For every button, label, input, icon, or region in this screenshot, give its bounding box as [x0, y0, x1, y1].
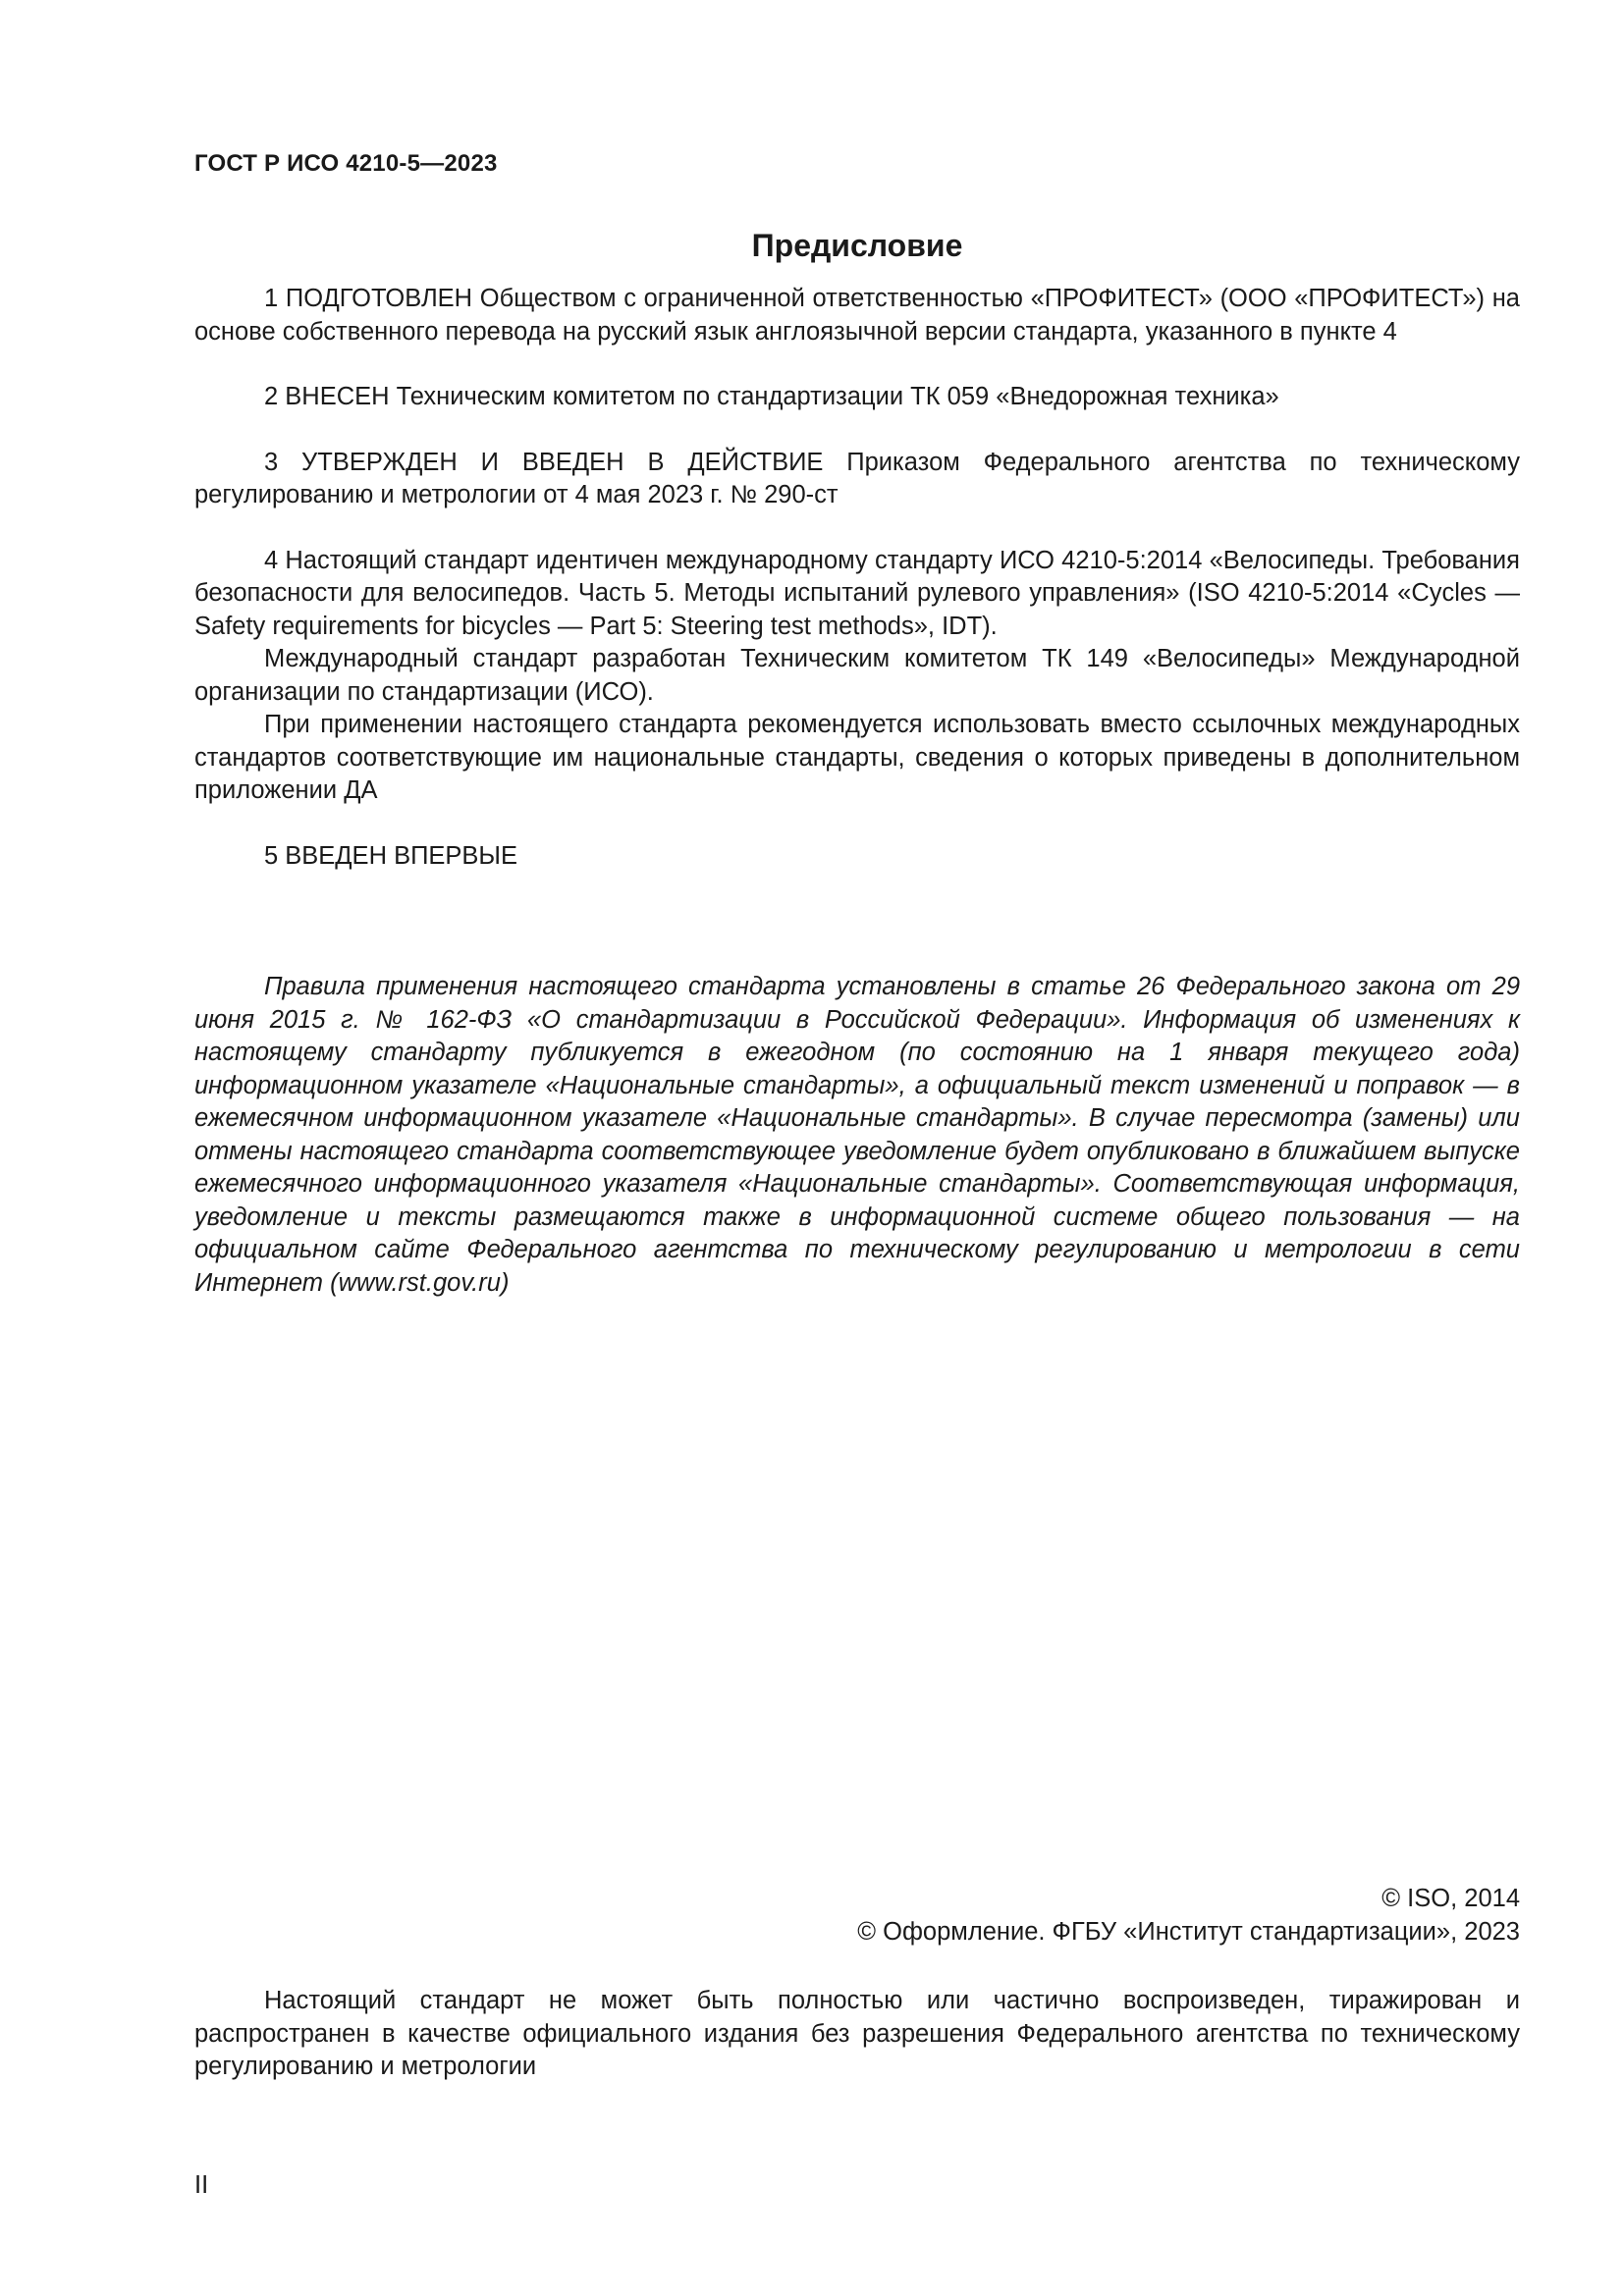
paragraph-4-developer: Международный стандарт разработан Техническим комитетом ТК 149 «Велосипеды» Международной организации по стандартизации (ИСО). [194, 645, 1520, 706]
paragraph-2-submitted: 2 ВНЕСЕН Техническим комитетом по стандартизации ТК 059 «Внедорожная техника» [264, 383, 1279, 410]
reproduction-notice: Настоящий стандарт не может быть полностью или частично воспроизведен, тиражирован и распространен в качестве официального издания без разрешения Федерального агентства по техническому регулированию и метрологии [194, 1987, 1520, 2080]
paragraph-4-identical: 4 Настоящий стандарт идентичен международному стандарту ИСО 4210-5:2014 «Велосипеды. Требования безопасности для велосипедов. Часть 5. Методы испытаний рулевого управления» (ISO 4210-5:2014 «Cycles — Safety requirements for bicycles — Part 5: Steering test methods», IDT). [194, 546, 1520, 640]
page-number: II [194, 2171, 209, 2199]
copyright-design: © Оформление. ФГБУ «Институт стандартизации», 2023 [857, 1917, 1520, 1946]
paragraph-3-approved: 3 УТВЕРЖДЕН И ВВЕДЕН В ДЕЙСТВИЕ Приказом Федерального агентства по техническому регулированию и метрологии от 4 мая 2023 г. № 290-ст [194, 448, 1520, 508]
paragraph-4-references: При применении настоящего стандарта рекомендуется использовать вместо ссылочных международных стандартов соответствующие им национальные стандарты, сведения о которых приведены в дополнительном приложении ДА [194, 711, 1520, 804]
document-code-header: ГОСТ Р ИСО 4210-5—2023 [194, 150, 498, 177]
page-title: Предисловие [751, 228, 963, 263]
rules-notice: Правила применения настоящего стандарта установлены в статье 26 Федерального закона от 29 июня 2015 г. № 162-ФЗ «О стандартизации в Российской Федерации». Информация об изменениях к настоящему стандарту публикуется в ежегодном (по состоянию на 1 января текущего года) информационном указателе «Национальные стандарты», а официальный текст изменений и поправок — в ежемесячном информационном указателе «Национальные стандарты». В случае пересмотра (замены) или отмены настоящего стандарта соответствующее уведомление будет опубликовано в ближайшем выпуске ежемесячного информационного указателя «Национальные стандарты». Соответствующая информация, уведомление и тексты размещаются также в информационной системе общего пользования — на официальном сайте Федерального агентства по техническому регулированию и метрологии в сети Интернет (www.rst.gov.ru) [194, 973, 1520, 1297]
copyright-block [857, 1883, 1520, 1949]
copyright-iso: © ISO, 2014 [1381, 1885, 1520, 1912]
reproduction-notice-block [194, 1985, 1520, 2084]
paragraph-5-introduced: 5 ВВЕДЕН ВПЕРВЫЕ [264, 841, 518, 870]
paragraph-1-prepared: 1 ПОДГОТОВЛЕН Обществом с ограниченной ответственностью «ПРОФИТЕСТ» (ООО «ПРОФИТЕСТ») на основе собственного перевода на русский язык англоязычной версии стандарта, указанного в пункте 4 [194, 285, 1520, 346]
foreword-body [194, 283, 1520, 1300]
